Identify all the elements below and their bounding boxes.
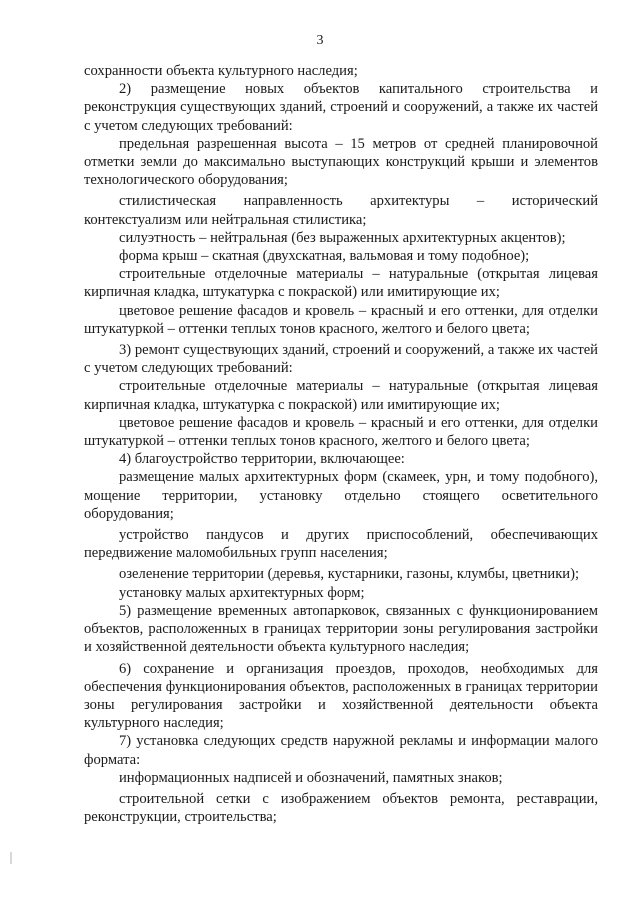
paragraph-item-6: 6) сохранение и организация проездов, проходов, необходимых для обеспечения функционирования объектов, расположенных в границах территории зоны регулирования застройки и хозяйственной деятельности объекта культурного наследия; xyxy=(84,660,598,732)
paragraph-silhouette: силуэтность – нейтральная (без выраженных архитектурных акцентов); xyxy=(119,229,566,246)
page-number: 3 xyxy=(316,33,324,48)
paragraph-info-signs: информационных надписей и обозначений, памятных знаков; xyxy=(119,769,503,786)
paragraph-small-forms-install: установку малых архитектурных форм; xyxy=(119,584,365,601)
scan-artifact xyxy=(10,852,12,864)
paragraph-construction-mesh: строительной сетки с изображением объектов ремонта, реставрации, реконструкции, строительства; xyxy=(84,790,598,826)
paragraph-roof-form: форма крыш – скатная (двухскатная, вальмовая и тому подобное); xyxy=(119,248,530,265)
paragraph-finishing-materials-repair: строительные отделочные материалы – натуральные (открытая лицевая кирпичная кладка, штукатурка с покраской) или имитирующие их; xyxy=(84,378,598,413)
paragraph-landscaping: озеленение территории (деревья, кустарники, газоны, клумбы, цветники); xyxy=(119,566,580,583)
paragraph-color-scheme-repair: цветовое решение фасадов и кровель – красный и его оттенки, для отделки штукатуркой – оттенки теплых тонов красного, желтого и белого цвета; xyxy=(84,414,598,450)
paragraph-item-2: 2) размещение новых объектов капитального строительства и реконструкция существующих зданий, строений и сооружений, а также их частей с учетом следующих требований: xyxy=(84,81,598,134)
paragraph-ramps: устройство пандусов и других приспособлений, обеспечивающих передвижение маломобильных групп населения; xyxy=(84,527,598,562)
paragraph-item-7: 7) установка следующих средств наружной рекламы и информации малого формата: xyxy=(84,733,598,768)
paragraph-continuation: сохранности объекта культурного наследия; xyxy=(84,63,358,79)
paragraph-small-forms: размещение малых архитектурных форм (скамеек, урн, и тому подобного), мощение территории, установку отдельно стоящего осветительного оборудования; xyxy=(84,469,598,522)
paragraph-item-3: 3) ремонт существующих зданий, строений и сооружений, а также их частей с учетом следующих требований: xyxy=(84,342,598,377)
paragraph-height-limit: предельная разрешенная высота – 15 метров от средней планировочной отметки земли до максимально выступающих конструкций крыши и элементов технологического оборудования; xyxy=(84,135,598,189)
paragraph-color-scheme: цветовое решение фасадов и кровель – красный и его оттенки, для отделки штукатуркой – оттенки теплых тонов красного, желтого и белого цвета; xyxy=(84,302,598,337)
paragraph-item-5: 5) размещение временных автопарковок, связанных с функционированием объектов, расположенных в границах территории зоны регулирования застройки и хозяйственной деятельности объекта культурного наследия; xyxy=(84,602,598,656)
paragraph-style: стилистическая направленность архитектуры – исторический контекстуализм или нейтральная стилистика; xyxy=(84,193,598,228)
paragraph-finishing-materials: строительные отделочные материалы – натуральные (открытая лицевая кирпичная кладка, штукатурка с покраской) или имитирующие их; xyxy=(84,266,598,301)
document-body xyxy=(84,62,598,826)
paragraph-item-4: 4) благоустройство территории, включающее: xyxy=(119,451,405,468)
